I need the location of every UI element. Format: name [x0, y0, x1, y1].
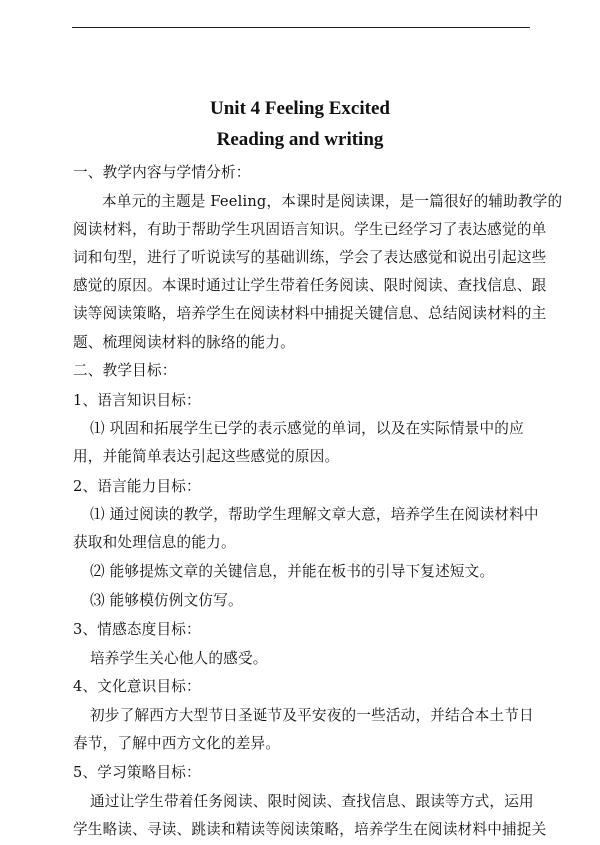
paragraph-line: 词和句型，进行了听说读写的基础训练，学会了表达感觉和说出引起这些: [73, 249, 547, 266]
document-title: Unit 4 Feeling Excited: [210, 98, 390, 119]
goal-heading: 4、文化意识目标：: [73, 678, 201, 695]
paragraph-line: 阅读材料，有助于帮助学生巩固语言知识。学生已经学习了表达感觉的单: [73, 221, 547, 238]
goal-heading: 1、语言知识目标：: [73, 392, 201, 409]
paragraph-line: 本单元的主题是 Feeling，本课时是阅读课，是一篇很好的辅助教学的: [102, 193, 563, 210]
paragraph-line: 春节，了解中西方文化的差异。: [73, 735, 281, 752]
paragraph-line: 读等阅读策略，培养学生在阅读材料中捕捉关键信息、总结阅读材料的主: [73, 305, 547, 322]
paragraph-line: 感觉的原因。本课时通过让学生带着任务阅读、限时阅读、查找信息、跟: [73, 277, 547, 294]
paragraph-line: 初步了解西方大型节日圣诞节及平安夜的一些活动，并结合本土节日: [90, 707, 534, 724]
goal-item-line: ⑴ 巩固和拓展学生已学的表示感觉的单词，以及在实际情景中的应: [90, 420, 524, 437]
goal-item-line: 用，并能简单表达引起这些感觉的原因。: [73, 448, 340, 465]
goal-item-line: ⑵ 能够提炼文章的关键信息，并能在板书的引导下复述短文。: [90, 563, 495, 580]
section-heading: 一、教学内容与学情分析：: [73, 164, 251, 181]
paragraph-line: 通过让学生带着任务阅读、限时阅读、查找信息、跟读等方式，运用: [90, 793, 534, 810]
goal-item-line: ⑶ 能够模仿例文仿写。: [90, 592, 243, 609]
goal-item-line: ⑴ 通过阅读的教学，帮助学生理解文章大意，培养学生在阅读材料中: [90, 506, 539, 523]
section-heading: 二、教学目标：: [73, 362, 177, 379]
goal-heading: 3、情感态度目标：: [73, 621, 201, 638]
goal-item-line: 获取和处理信息的能力。: [73, 534, 236, 551]
paragraph-line: 学生略读、寻读、跳读和精读等阅读策略，培养学生在阅读材料中捕捉关: [73, 821, 547, 838]
paragraph-line: 培养学生关心他人的感受。: [90, 650, 268, 667]
goal-heading: 5、学习策略目标：: [73, 764, 201, 781]
paragraph-line: 题、梳理阅读材料的脉络的能力。: [73, 334, 295, 351]
document-subtitle: Reading and writing: [216, 129, 384, 150]
goal-heading: 2、语言能力目标：: [73, 478, 201, 495]
header-rule: [72, 27, 530, 28]
